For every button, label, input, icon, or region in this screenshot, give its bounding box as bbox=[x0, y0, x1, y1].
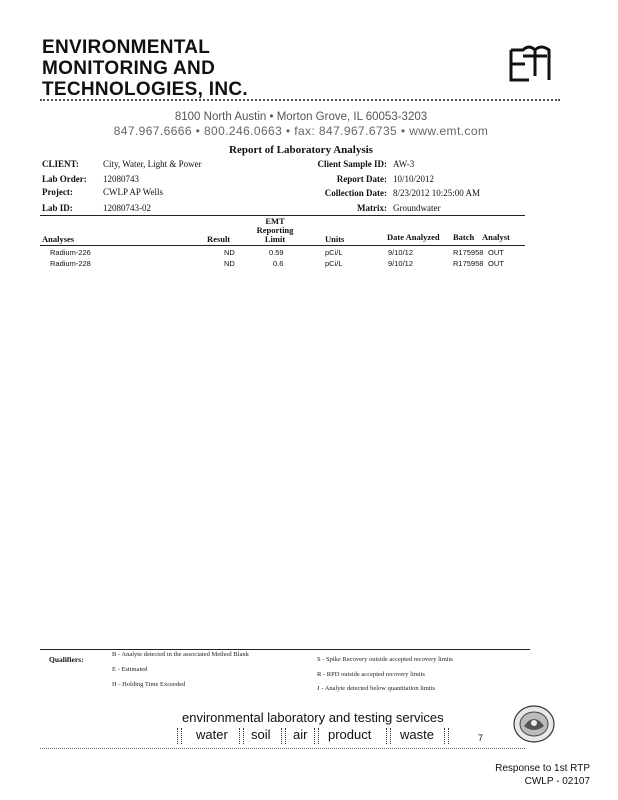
report-date-value: 10/10/2012 bbox=[393, 174, 435, 184]
lab-order-label: Lab Order: bbox=[42, 174, 87, 184]
service-divider bbox=[239, 728, 244, 744]
service-divider bbox=[281, 728, 286, 744]
col-analyses: Analyses bbox=[42, 234, 75, 244]
company-address: 8100 North Austin • Morton Grove, IL 60053-3203 bbox=[174, 111, 428, 123]
emt-logo-icon bbox=[503, 40, 561, 86]
company-name-line-3: TECHNOLOGIES, INC. bbox=[42, 79, 248, 100]
col-analyst: Analyst bbox=[482, 232, 510, 242]
client-sample-id-value: AW-3 bbox=[393, 159, 415, 169]
row-date: 9/10/12 bbox=[388, 259, 414, 268]
service-waste: waste bbox=[400, 727, 434, 742]
client-value: City, Water, Light & Power bbox=[103, 159, 202, 169]
col-result: Result bbox=[207, 234, 231, 244]
company-name-line-2: MONITORING AND bbox=[42, 58, 216, 79]
footer-divider bbox=[40, 748, 525, 749]
row-date: 9/10/12 bbox=[388, 248, 414, 257]
row-result: ND bbox=[224, 259, 235, 268]
lab-id-label: Lab ID: bbox=[42, 203, 73, 213]
row-analysis: Radium-228 bbox=[50, 259, 91, 268]
col-units: Units bbox=[325, 234, 345, 244]
company-name bbox=[42, 37, 248, 100]
service-water: water bbox=[196, 727, 228, 742]
report-title: Report of Laboratory Analysis bbox=[229, 144, 373, 156]
col-emt-line-2: Reporting bbox=[256, 225, 294, 235]
lab-id-value: 12080743-02 bbox=[103, 203, 151, 213]
col-date-analyzed: Date Analyzed bbox=[387, 232, 440, 242]
row-analysis: Radium-226 bbox=[50, 248, 91, 257]
row-limit: 0.59 bbox=[269, 248, 284, 257]
row-result: ND bbox=[224, 248, 235, 257]
matrix-value: Groundwater bbox=[393, 203, 441, 213]
service-divider bbox=[444, 728, 449, 744]
qualifier-r: R - RPD outside accepted recovery limits bbox=[317, 671, 425, 678]
collection-date-value: 8/23/2012 10:25:00 AM bbox=[393, 188, 481, 198]
client-sample-id-label: Client Sample ID: bbox=[317, 159, 387, 169]
accreditation-seal-icon bbox=[512, 704, 556, 744]
report-date-label: Report Date: bbox=[336, 174, 387, 184]
service-air: air bbox=[293, 727, 308, 742]
header-divider bbox=[40, 99, 560, 101]
qualifier-s: S - Spike Recovery outside accepted recovery limits bbox=[317, 656, 453, 663]
row-analyst: OUT bbox=[488, 259, 504, 268]
qualifiers-divider bbox=[40, 649, 530, 650]
client-label: CLIENT: bbox=[42, 159, 79, 169]
lab-order-value: 12080743 bbox=[103, 174, 139, 184]
row-units: pCi/L bbox=[325, 259, 343, 268]
col-reporting-limit bbox=[255, 217, 295, 244]
collection-date-label: Collection Date: bbox=[324, 188, 387, 198]
project-label: Project: bbox=[42, 187, 73, 197]
footer-tagline: environmental laboratory and testing services bbox=[182, 710, 444, 725]
qualifier-j: J - Analyte detected below quantitation limits bbox=[317, 685, 436, 692]
qualifier-b: B - Analyte detected in the associated Method Blank bbox=[112, 651, 249, 658]
matrix-label: Matrix: bbox=[357, 203, 387, 213]
response-line-1: Response to 1st RTP bbox=[495, 763, 590, 774]
qualifier-h: H - Holding Time Exceeded bbox=[112, 681, 186, 688]
service-product: product bbox=[328, 727, 372, 742]
service-divider bbox=[386, 728, 391, 744]
service-divider bbox=[314, 728, 319, 744]
row-units: pCi/L bbox=[325, 248, 343, 257]
project-value: CWLP AP Wells bbox=[103, 187, 163, 197]
row-batch: R175958 bbox=[453, 259, 484, 268]
response-reference bbox=[440, 762, 590, 788]
services-list bbox=[175, 727, 465, 743]
row-limit: 0.6 bbox=[273, 259, 284, 268]
col-emt-line-3: Limit bbox=[264, 234, 286, 244]
service-divider bbox=[177, 728, 182, 744]
page-number: 7 bbox=[478, 733, 484, 743]
row-analyst: OUT bbox=[488, 248, 504, 257]
col-batch: Batch bbox=[453, 232, 475, 242]
company-name-line-1: ENVIRONMENTAL bbox=[42, 37, 211, 58]
service-soil: soil bbox=[251, 727, 271, 742]
qualifier-e: E - Estimated bbox=[112, 666, 148, 673]
col-emt-line-1: EMT bbox=[265, 216, 285, 226]
qualifiers-label: Qualifiers: bbox=[49, 655, 84, 664]
table-header-rule bbox=[40, 245, 525, 246]
response-line-2: CWLP - 02107 bbox=[524, 776, 590, 787]
company-contact: 847.967.6666 • 800.246.0663 • fax: 847.967.6735 • www.emt.com bbox=[113, 124, 489, 138]
row-batch: R175958 bbox=[453, 248, 484, 257]
